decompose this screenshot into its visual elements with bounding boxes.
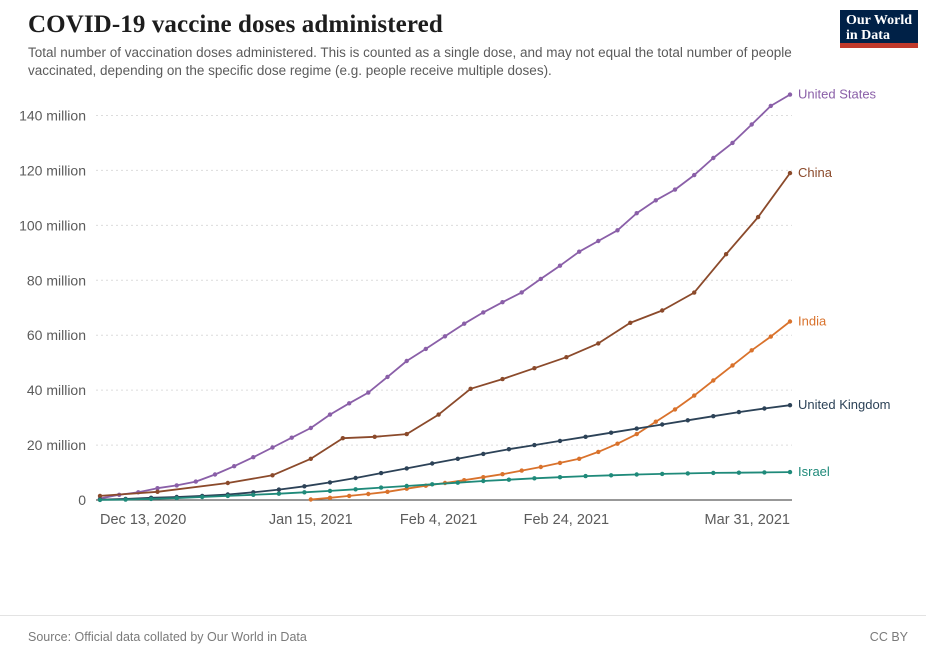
line-chart [0, 78, 926, 608]
chart-subtitle: Total number of vaccination doses administered. This is counted as a single dose, and may not equal the total number of people vaccinated, depending on the specific dose regime (e.g. people receive multiple doses). [28, 45, 792, 78]
chart-header [28, 10, 838, 80]
series-point [711, 471, 715, 475]
y-axis-tick-label: 140 million [19, 107, 86, 124]
license-note: CC BY [869, 630, 908, 644]
y-axis-tick-label: 0 [78, 492, 86, 508]
series-point [539, 465, 543, 469]
series-point [226, 481, 230, 485]
series-point [673, 407, 677, 411]
series-point [155, 490, 159, 494]
series-point [762, 406, 766, 410]
series-point [175, 483, 179, 487]
series-point [500, 377, 504, 381]
series-label-china[interactable]: China [798, 165, 832, 181]
y-axis-tick-label: 80 million [26, 272, 86, 289]
series-point [609, 431, 613, 435]
y-axis-tick-label: 100 million [19, 217, 86, 234]
series-point [583, 435, 587, 439]
series-point [430, 461, 434, 465]
source-note: Source: Official data collated by Our World in Data [28, 630, 307, 644]
series-point [692, 173, 696, 177]
series-point [405, 432, 409, 436]
series-point [405, 359, 409, 363]
series-point [750, 122, 754, 126]
series-point [290, 436, 294, 440]
series-point [328, 412, 332, 416]
series-point [379, 485, 383, 489]
series-point [436, 412, 440, 416]
series-point [564, 355, 568, 359]
series-point [762, 470, 766, 474]
series-point [558, 439, 562, 443]
series-point [302, 490, 306, 494]
series-point [615, 442, 619, 446]
series-point [277, 487, 281, 491]
series-point [654, 420, 658, 424]
series-point [405, 484, 409, 488]
series-point [149, 497, 153, 501]
series-point [468, 387, 472, 391]
y-axis-tick-label: 20 million [26, 437, 86, 454]
series-point [532, 366, 536, 370]
series-point [660, 422, 664, 426]
series-point [520, 290, 524, 294]
series-point [539, 277, 543, 281]
series-point [686, 471, 690, 475]
series-label-india[interactable]: India [798, 313, 827, 329]
series-point [366, 492, 370, 496]
series-point [353, 487, 357, 491]
series-point [635, 426, 639, 430]
series-point [200, 495, 204, 499]
series-point [309, 497, 313, 501]
series-point [730, 141, 734, 145]
series-point [175, 496, 179, 500]
series-point [654, 198, 658, 202]
y-axis-tick-label: 60 million [26, 327, 86, 344]
series-point [609, 473, 613, 477]
owid-logo-line2: in Data [846, 28, 890, 43]
x-axis-tick-label: Feb 4, 2021 [399, 512, 478, 528]
x-axis-tick-label: Dec 13, 2020 [100, 512, 187, 528]
series-point [251, 493, 255, 497]
x-axis-tick-label: Feb 24, 2021 [523, 512, 610, 528]
series-point [507, 478, 511, 482]
x-axis-tick-label: Mar 31, 2021 [704, 512, 790, 528]
series-point [577, 250, 581, 254]
series-point [277, 492, 281, 496]
series-point [558, 461, 562, 465]
series-point [660, 472, 664, 476]
series-point [481, 452, 485, 456]
series-point [405, 466, 409, 470]
series-point [558, 264, 562, 268]
series-point [456, 457, 460, 461]
series-point [532, 443, 536, 447]
series-point [302, 484, 306, 488]
chart-plot-area [0, 78, 926, 608]
series-point [373, 435, 377, 439]
series-point [481, 475, 485, 479]
series-point [443, 334, 447, 338]
series-point [596, 341, 600, 345]
series-point [788, 92, 792, 96]
series-point [532, 476, 536, 480]
owid-logo-bar [840, 43, 918, 48]
series-point [635, 432, 639, 436]
series-point [507, 447, 511, 451]
series-point [596, 450, 600, 454]
series-point [520, 468, 524, 472]
series-point [366, 390, 370, 394]
series-point [750, 348, 754, 352]
series-point [500, 472, 504, 476]
owid-logo-line1: Our World [846, 13, 913, 28]
series-point [737, 471, 741, 475]
series-label-united-states[interactable]: United States [798, 86, 877, 102]
series-point [481, 479, 485, 483]
series-point [309, 457, 313, 461]
series-point [481, 310, 485, 314]
series-label-israel[interactable]: Israel [798, 464, 830, 480]
series-point [711, 156, 715, 160]
series-point [385, 490, 389, 494]
series-point [673, 187, 677, 191]
series-point [635, 211, 639, 215]
series-point [462, 322, 466, 326]
series-point [123, 497, 127, 501]
series-point [686, 418, 690, 422]
page-title: COVID-19 vaccine doses administered [28, 11, 443, 38]
series-point [711, 414, 715, 418]
series-point [385, 375, 389, 379]
series-point [270, 445, 274, 449]
series-point [379, 471, 383, 475]
series-point [628, 321, 632, 325]
series-point [558, 475, 562, 479]
series-point [692, 393, 696, 397]
series-point [328, 496, 332, 500]
series-point [500, 300, 504, 304]
series-point [635, 472, 639, 476]
series-point [660, 308, 664, 312]
series-point [788, 470, 792, 474]
series-point [711, 378, 715, 382]
series-point [347, 401, 351, 405]
series-point [756, 215, 760, 219]
chart-footer [0, 615, 926, 660]
series-point [724, 252, 728, 256]
series-point [309, 426, 313, 430]
series-point [615, 228, 619, 232]
series-point [328, 489, 332, 493]
y-axis-tick-label: 120 million [19, 162, 86, 179]
series-point [232, 464, 236, 468]
series-point [213, 472, 217, 476]
series-point [194, 479, 198, 483]
series-label-united-kingdom[interactable]: United Kingdom [798, 397, 891, 413]
series-point [692, 290, 696, 294]
series-point [341, 436, 345, 440]
series-point [456, 481, 460, 485]
series-point [347, 494, 351, 498]
series-point [328, 480, 332, 484]
series-point [98, 498, 102, 502]
series-point [583, 474, 587, 478]
series-point [577, 457, 581, 461]
y-axis-tick-label: 40 million [26, 382, 86, 399]
series-point [769, 334, 773, 338]
series-point [788, 319, 792, 323]
series-point [251, 455, 255, 459]
series-point [226, 494, 230, 498]
series-point [424, 347, 428, 351]
series-point [769, 104, 773, 108]
series-point [737, 410, 741, 414]
series-point [430, 482, 434, 486]
series-point [730, 363, 734, 367]
x-axis-tick-label: Jan 15, 2021 [268, 512, 353, 528]
owid-logo[interactable] [840, 10, 918, 48]
series-point [596, 239, 600, 243]
series-point [353, 476, 357, 480]
series-point [788, 171, 792, 175]
series-point [270, 473, 274, 477]
series-point [788, 403, 792, 407]
